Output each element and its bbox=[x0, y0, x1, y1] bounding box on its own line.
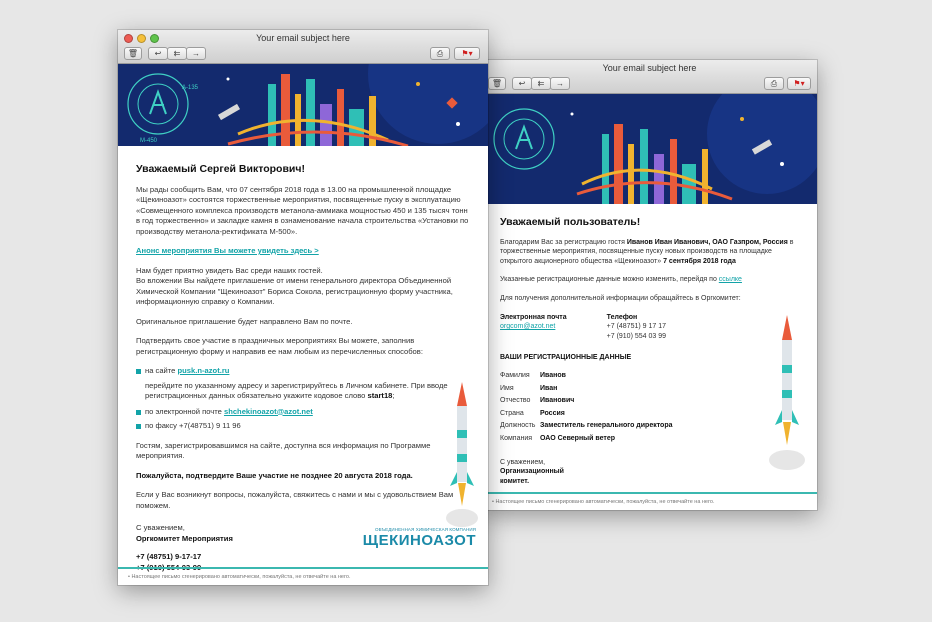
banner-label-a: А-135 bbox=[182, 85, 199, 91]
guests-info: Гостям, зарегистрировавшимся на сайте, доступна вся информация по Программе мероприятия. bbox=[136, 440, 431, 460]
email-link[interactable]: shchekinoazot@azot.net bbox=[223, 406, 313, 416]
phone-label: Телефон bbox=[606, 313, 638, 321]
banner-illustration bbox=[482, 94, 817, 204]
signature: С уважением, Оргкомитет Мероприятия +7 (48751) 9-17-17 +7 (910) 554-03-99 bbox=[136, 523, 233, 572]
rocket-illustration bbox=[767, 310, 807, 470]
email-link[interactable]: orgcom@azot.net bbox=[500, 323, 556, 331]
site-link[interactable]: pusk.n-azot.ru bbox=[177, 366, 230, 375]
window-title: Your email subject here bbox=[602, 63, 697, 73]
questions-text: Если у Вас возникнут вопросы, пожалуйста, свяжитесь с нами и мы с удовольствием Вам поможем. bbox=[136, 490, 454, 510]
trash-icon[interactable]: 🗑 bbox=[488, 77, 506, 90]
list-item: по факсу +7(48751) 9 11 96 bbox=[136, 421, 470, 432]
email-banner bbox=[482, 94, 817, 204]
bullet-icon bbox=[136, 369, 141, 374]
phone-2: +7 (910) 554 03 99 bbox=[606, 332, 666, 340]
edit-link[interactable]: ссылке bbox=[718, 276, 742, 284]
deadline-text: Пожалуйста, подтвердите Ваше участие не позднее 20 августа 2018 года. bbox=[136, 470, 413, 480]
reply-icon[interactable]: ↩ bbox=[512, 77, 532, 90]
registration-table bbox=[500, 371, 799, 444]
back-email-window bbox=[482, 60, 817, 510]
data-heading: ВАШИ РЕГИСТРАЦИОННЫЕ ДАННЫЕ bbox=[500, 354, 632, 362]
table-row: Страна Россия bbox=[500, 409, 565, 417]
table-row: Имя Иван bbox=[500, 384, 558, 392]
greeting: Уважаемый пользователь! bbox=[500, 216, 641, 228]
bullet-icon bbox=[136, 410, 141, 415]
flag-icon[interactable]: ⚑▾ bbox=[454, 47, 480, 60]
table-row: Должность Заместитель генерального директора bbox=[500, 422, 673, 430]
email-banner bbox=[118, 64, 488, 146]
greeting: Уважаемый Сергей Викторович! bbox=[136, 163, 305, 175]
email-label: Электронная почта bbox=[500, 313, 567, 321]
footer-note: • Настоящее письмо сгенерировано автоматически, пожалуйста, не отвечайте на него. bbox=[482, 492, 817, 510]
confirm-intro: Подтвердить свое участие в праздничных мероприятиях Вы можете, заполнив регистрационную форму и направив ее нам любым из перечисленных способов: bbox=[136, 336, 423, 356]
print-icon[interactable]: ⎙ bbox=[764, 77, 784, 90]
window-toolbar bbox=[482, 60, 817, 94]
banner-label-m: М-450 bbox=[140, 138, 158, 144]
reply-all-icon[interactable]: ⇇ bbox=[167, 47, 187, 60]
banner-illustration bbox=[118, 64, 488, 146]
window-toolbar bbox=[118, 30, 488, 64]
signature: С уважением, Организационный комитет. bbox=[500, 458, 564, 485]
announce-link[interactable]: Анонс мероприятия Вы можете увидеть здесь > bbox=[136, 246, 319, 255]
table-row: Компания ОАО Северный ветер bbox=[500, 434, 616, 442]
original-text: Оригинальное приглашение будет направлено Вам по почте. bbox=[136, 316, 353, 326]
reply-all-icon[interactable]: ⇇ bbox=[531, 77, 551, 90]
front-email-window bbox=[118, 30, 488, 585]
print-icon[interactable]: ⎙ bbox=[430, 47, 450, 60]
window-title: Your email subject here bbox=[256, 33, 350, 43]
intro-text: Мы рады сообщить Вам, что 07 сентября 2018 года в 13.00 на промышленной площадке «Щекиноазот» состоятся торжественные мероприятия, посвященные пуску в эксплуатацию «Совмещенного комплекса производств метанола-аммиака мощностью 450 и 135 тысяч тонн в год торжественно» и закладке камня в ознаменование начала строительства «Установки по производству метанола-ректификата М-500». bbox=[136, 184, 469, 236]
site-instructions: перейдите по указанному адресу и зарегистрируйтесь в Личном кабинете. При вводе регистрационных данных обязательно укажите кодовое слово start18; bbox=[145, 380, 448, 400]
company-logo: ОБЪЕДИНЕННАЯ ХИМИЧЕСКАЯ КОМПАНИЯ ЩЕКИНОАЗОТ bbox=[362, 527, 476, 549]
trash-icon[interactable]: 🗑 bbox=[124, 47, 142, 60]
invite-text: Нам будет приятно увидеть Вас среди наших гостей. Во вложении Вы найдете приглашение от имени генерального директора Объединенной Химической Компании "Щекиноазот" Бориса Сокола, регистрационную форму участника, информационную справку о Компании. bbox=[136, 265, 453, 306]
forward-icon[interactable]: → bbox=[550, 77, 570, 90]
info-text: Для получения дополнительной информации обращайтесь в Оргкомитет: bbox=[500, 294, 741, 302]
contact-block bbox=[500, 313, 799, 342]
list-item: по электронной почте shchekinoazot@azot.net bbox=[136, 407, 470, 418]
bullet-icon bbox=[136, 424, 141, 429]
phone-1: +7 (48751) 9 17 17 bbox=[606, 323, 666, 331]
front-email-body bbox=[118, 146, 488, 573]
table-row: Отчество Иванович bbox=[500, 397, 575, 405]
table-row: Фамилия Иванов bbox=[500, 371, 566, 379]
footer-note: • Настоящее письмо сгенерировано автоматически, пожалуйста, не отвечайте на него. bbox=[118, 567, 488, 585]
forward-icon[interactable]: → bbox=[186, 47, 206, 60]
edit-text: Указанные регистрационные данные можно изменить, перейдя по ссылке bbox=[500, 276, 742, 284]
reply-icon[interactable]: ↩ bbox=[148, 47, 168, 60]
list-item: на сайте pusk.n-azot.ru bbox=[136, 366, 470, 377]
flag-icon[interactable]: ⚑▾ bbox=[787, 77, 811, 90]
thanks-text: Благодарим Вас за регистрацию гостя Иванов Иван Иванович, ОАО Газпром, Россия в торжественные мероприятия, посвященные пуску новых производств на площадке открытого акционерного общества «Щекиноазот» 7 сентября 2018 года bbox=[500, 238, 794, 265]
rocket-illustration bbox=[444, 378, 480, 528]
